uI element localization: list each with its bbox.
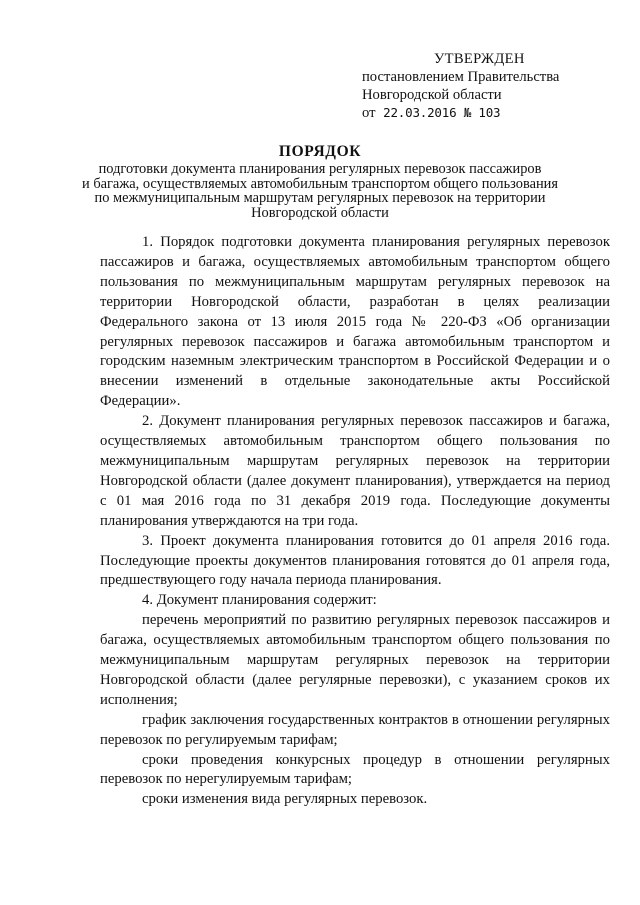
list-item-measures: перечень мероприятий по развитию регулярных перевозок пассажиров и багажа, осуществляемых автомобильным транспортом общего пользования по межмуниципальным маршрутам регулярных перевозок на территории Новгородской области (далее регулярные перевозки), с указанием сроков их исполнения;: [100, 612, 610, 708]
list-item-contracts-schedule: график заключения государственных контрактов в отношении регулярных перевозок по регулируемым тарифам;: [100, 711, 610, 748]
document-body: [100, 233, 610, 810]
list-item-type-change-dates: сроки изменения вида регулярных перевозок.: [142, 791, 428, 808]
subtitle-line: Новгородской области: [251, 204, 389, 221]
subtitle-line: и багажа, осуществляемых автомобильным транспортом общего пользования: [82, 175, 558, 192]
paragraph-4: 4. Документ планирования содержит:: [142, 592, 377, 609]
list-item-tender-dates: сроки проведения конкурсных процедур в отношении регулярных перевозок по нерегулируемым тарифам;: [100, 751, 610, 788]
document-subtitle: [60, 162, 580, 220]
subtitle-line: по межмуниципальным маршрутам регулярных перевозок на территории: [94, 190, 546, 207]
paragraph-1: 1. Порядок подготовки документа планирования регулярных перевозок пассажиров и багажа, осуществляемых автомобильным транспортом общего пользования по межмуниципальным маршрутам регулярных перевозок на территории Новгородской области, разработан в целях реализации Федерального закона от 13 июля 2015 года № 220-ФЗ «Об организации регулярных перевозок пассажиров и багажа автомобильным транспортом и городским наземным электрическим транспортом в Российской Федерации и о внесении изменений в отдельные законодательные акты Российской Федерации».: [100, 234, 610, 410]
approval-from-label: от: [362, 105, 376, 121]
approval-heading: УТВЕРЖДЕН: [434, 51, 525, 67]
document-title: ПОРЯДОК: [278, 143, 362, 160]
approval-date-line: [362, 104, 612, 122]
approval-region: Новгородской области: [362, 87, 502, 103]
approval-authority: постановлением Правительства: [362, 69, 560, 85]
approval-date-number: 22.03.2016 № 103: [383, 105, 501, 120]
paragraph-2: 2. Документ планирования регулярных перевозок пассажиров и багажа, осуществляемых автомобильным транспортом общего пользования по межмуниципальным маршрутам регулярных перевозок на территории Новгородской области (далее документ планирования), утверждается на период с 01 мая 2016 года по 31 декабря 2019 года. Последующие документы планирования утверждаются на три года.: [100, 413, 610, 529]
approval-block: [362, 50, 612, 122]
subtitle-line: подготовки документа планирования регулярных перевозок пассажиров: [98, 161, 542, 177]
paragraph-3: 3. Проект документа планирования готовится до 01 апреля 2016 года. Последующие проекты документов планирования готовятся до 01 апреля года, предшествующего году начала периода планирования.: [100, 532, 610, 589]
